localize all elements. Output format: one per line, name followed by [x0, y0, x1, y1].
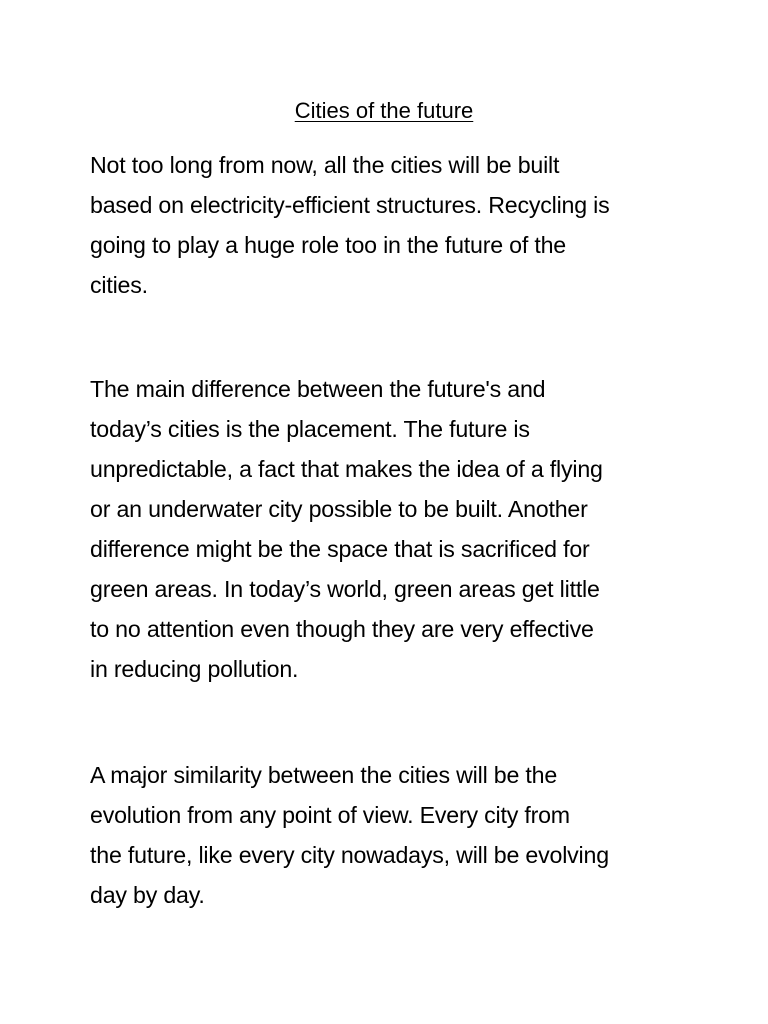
paragraph-1-line-4: cities.: [90, 272, 148, 298]
paragraph-2-line-5: difference might be the space that is sacrificed for: [90, 536, 590, 562]
document-title: [0, 96, 768, 126]
paragraph-2-line-1: The main difference between the future's and: [90, 376, 546, 402]
paragraph-3-line-1: A major similarity between the cities will be the: [90, 762, 558, 788]
paragraph-3: [90, 755, 690, 915]
paragraph-1: [90, 145, 690, 305]
paragraph-2-line-4: or an underwater city possible to be built. Another: [90, 496, 588, 522]
document-title-text: Cities of the future: [294, 98, 474, 123]
paragraph-2-line-7: to no attention even though they are very effective: [90, 616, 594, 642]
paragraph-1-line-3: going to play a huge role too in the future of the: [90, 232, 566, 258]
paragraph-3-line-4: day by day.: [90, 882, 205, 908]
paragraph-2-line-3: unpredictable, a fact that makes the idea of a flying: [90, 456, 603, 482]
paragraph-2: [90, 369, 690, 689]
paragraph-2-line-8: in reducing pollution.: [90, 656, 299, 682]
paragraph-2-line-6: green areas. In today’s world, green areas get little: [90, 576, 600, 602]
paragraph-2-line-2: today’s cities is the placement. The future is: [90, 416, 530, 442]
paragraph-3-line-2: evolution from any point of view. Every city from: [90, 802, 570, 828]
paragraph-3-line-3: the future, like every city nowadays, will be evolving: [90, 842, 609, 868]
paragraph-1-line-2: based on electricity-efficient structures. Recycling is: [90, 192, 610, 218]
paragraph-1-line-1: Not too long from now, all the cities will be built: [90, 152, 560, 178]
